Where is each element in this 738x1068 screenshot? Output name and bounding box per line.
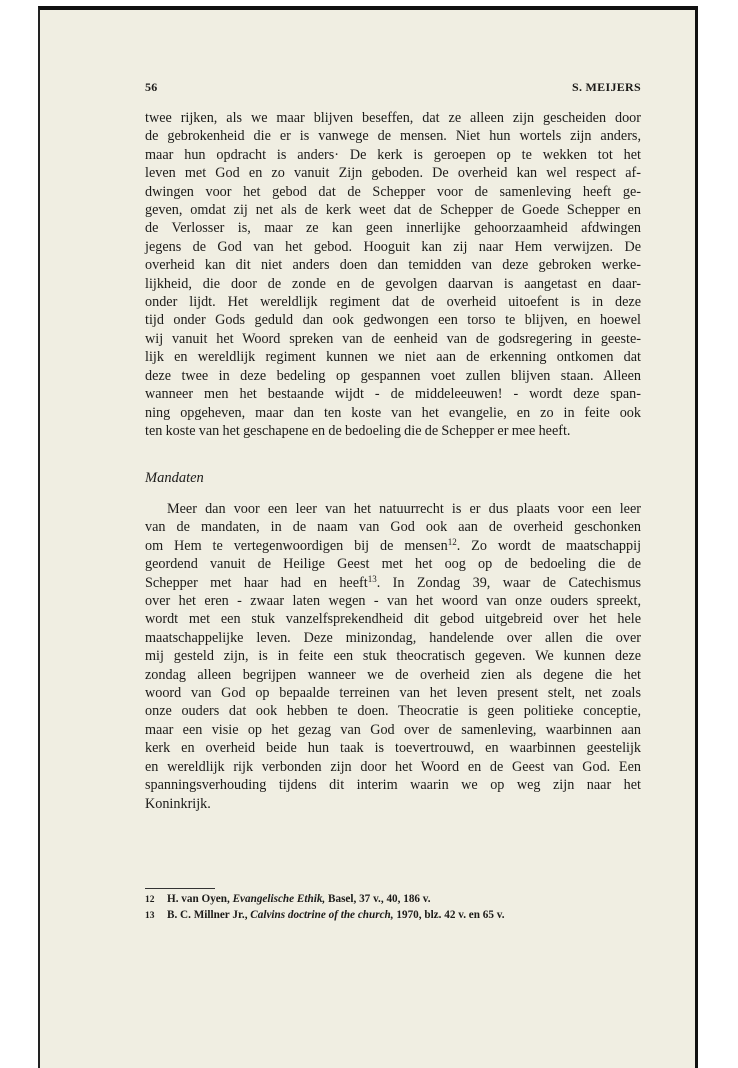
footnote-author: H. van Oyen,: [167, 893, 233, 905]
footnote-author: B. C. Millner Jr.,: [167, 908, 251, 921]
text-line: en wereldlijk rijk verbonden zijn door het Woord en de Geest van God. Een: [145, 758, 641, 775]
text-line: leven met God en zo vanuit Zijn geboden. De overheid kan wel respect af-: [145, 165, 641, 182]
text-line: [145, 574, 641, 592]
text-fragment: om Hem te vertegenwoordigen bij de mensen: [145, 537, 448, 554]
text-line: jegens de God van het gebod. Hooguit kan zij naar Hem verwijzen. De: [145, 238, 641, 255]
text-line: wordt met een stuk vanzelfsprekendheid dit gebod uitgebreid over het hele: [145, 611, 641, 628]
text-line: twee rijken, als we maar blijven beseffen, dat ze alleen zijn gescheiden door: [145, 110, 641, 126]
footnote-divider: [145, 888, 215, 889]
text-line: deze twee in deze bedeling op gespannen voet zullen blijven staan. Alleen: [145, 367, 641, 384]
text-line: lijkheid, die door de zonde en de gevolgen daarvan is aangetast en daar-: [145, 275, 641, 292]
text-line: Koninkrijk.: [145, 795, 211, 812]
footnote-number: 12: [145, 895, 155, 905]
text-line: mij gesteld zijn, is in feite een stuk theocratisch gegeven. We kunnen deze: [145, 648, 641, 665]
text-line: [145, 537, 641, 555]
footnote-ref-12[interactable]: 12: [447, 536, 457, 547]
page-number: 56: [145, 80, 158, 94]
section-heading: Mandaten: [145, 470, 204, 486]
text-line: onze ouders dat ook hebben te doen. Theocratie is geen politieke conceptie,: [145, 703, 641, 720]
text-line: maar een visie op het gezag van God over de samenleving, waarbinnen aan: [145, 721, 641, 738]
text-line: woord van God op bepaalde terreinen van het leven present stelt, net zoals: [145, 685, 641, 702]
text-line: lijk en wereldlijk regiment kunnen we niet aan de erkenning ontkomen dat: [145, 349, 641, 366]
text-line: onder lijdt. Het wereldlijk regiment dat de overheid uitoefent is in deze: [145, 294, 641, 311]
footnote-details: 1970, blz. 42 v. en 65 v.: [393, 908, 505, 921]
text-line: wij vanuit het Woord spreken van de eenheid van de godsregering in geeste-: [145, 330, 641, 347]
text-line: overheid kan dit niet anders doen dan temidden van deze gebroken werke-: [145, 257, 641, 274]
footnote-ref-13[interactable]: 13: [367, 573, 377, 584]
text-line: Meer dan voor een leer van het natuurrecht is er dus plaats voor een leer: [167, 501, 641, 517]
footnote-12: [145, 892, 641, 908]
text-line: ning opgeheven, maar dan ten koste van het evangelie, en zo in feite ook: [145, 404, 641, 421]
text-line: over het eren - zwaar laten wegen - van het woord van onze ouders spreekt,: [145, 593, 641, 610]
text-line: dwingen voor het gebod dat de Schepper voor de samenleving heeft ge-: [145, 183, 641, 200]
text-fragment: . In Zondag 39, waar de Catechismus: [376, 574, 641, 591]
text-line: van de mandaten, in de naam van God ook aan de overheid geschonken: [145, 519, 641, 536]
footnote-title: Evangelische Ethik,: [232, 893, 326, 905]
text-line: de gebrokenheid die er is vanwege de mensen. Niet hun wortels zijn anders,: [145, 128, 641, 145]
text-line: wanneer men het bestaande wijdt - de middeleeuwen! - wordt deze span-: [145, 386, 641, 403]
running-head-author: S. MEIJERS: [571, 80, 641, 94]
footnote-number: 13: [145, 910, 155, 921]
body-paragraph-2: [145, 500, 641, 813]
text-line: zondag alleen begrijpen wanneer we de overheid zien als degene die het: [145, 666, 641, 683]
text-line: geven, omdat zij net als de kerk weet dat de Schepper de Goede Schepper en: [145, 202, 641, 219]
text-fragment: . Zo wordt de maatschappij: [456, 537, 642, 554]
text-line: tijd onder Gods geduld dan ook gedwongen een torso te blijven, en hoewel: [145, 312, 641, 329]
text-line: de Verlosser is, maar ze kan geen innerlijke gehoorzaamheid afdwingen: [145, 220, 641, 237]
footnote-details: Basel, 37 v., 40, 186 v.: [325, 893, 431, 905]
footnote-13: [145, 908, 641, 924]
footnote-title: Calvins doctrine of the church,: [250, 908, 394, 921]
text-line: ten koste van het geschapene en de bedoeling die de Schepper er mee heeft.: [145, 422, 571, 439]
text-line: geordend vanuit de Heilige Geest met het oog op de bedoeling die de: [145, 556, 641, 573]
footnotes: [145, 892, 641, 923]
text-line: maatschappelijke leven. Deze minizondag, handelende over allen die over: [145, 629, 641, 646]
text-line: maar hun opdracht is anders· De kerk is geroepen op te wekken tot het: [145, 146, 641, 163]
body-paragraph-1: [145, 109, 641, 440]
text-line: kerk en overheid beide hun taak is toevertrouwd, en waarbinnen geestelijk: [145, 740, 641, 757]
text-line: spanningsverhouding tijdens dit interim waarin we op weg zijn naar het: [145, 777, 641, 794]
text-fragment: Schepper met haar had en heeft: [145, 574, 368, 591]
